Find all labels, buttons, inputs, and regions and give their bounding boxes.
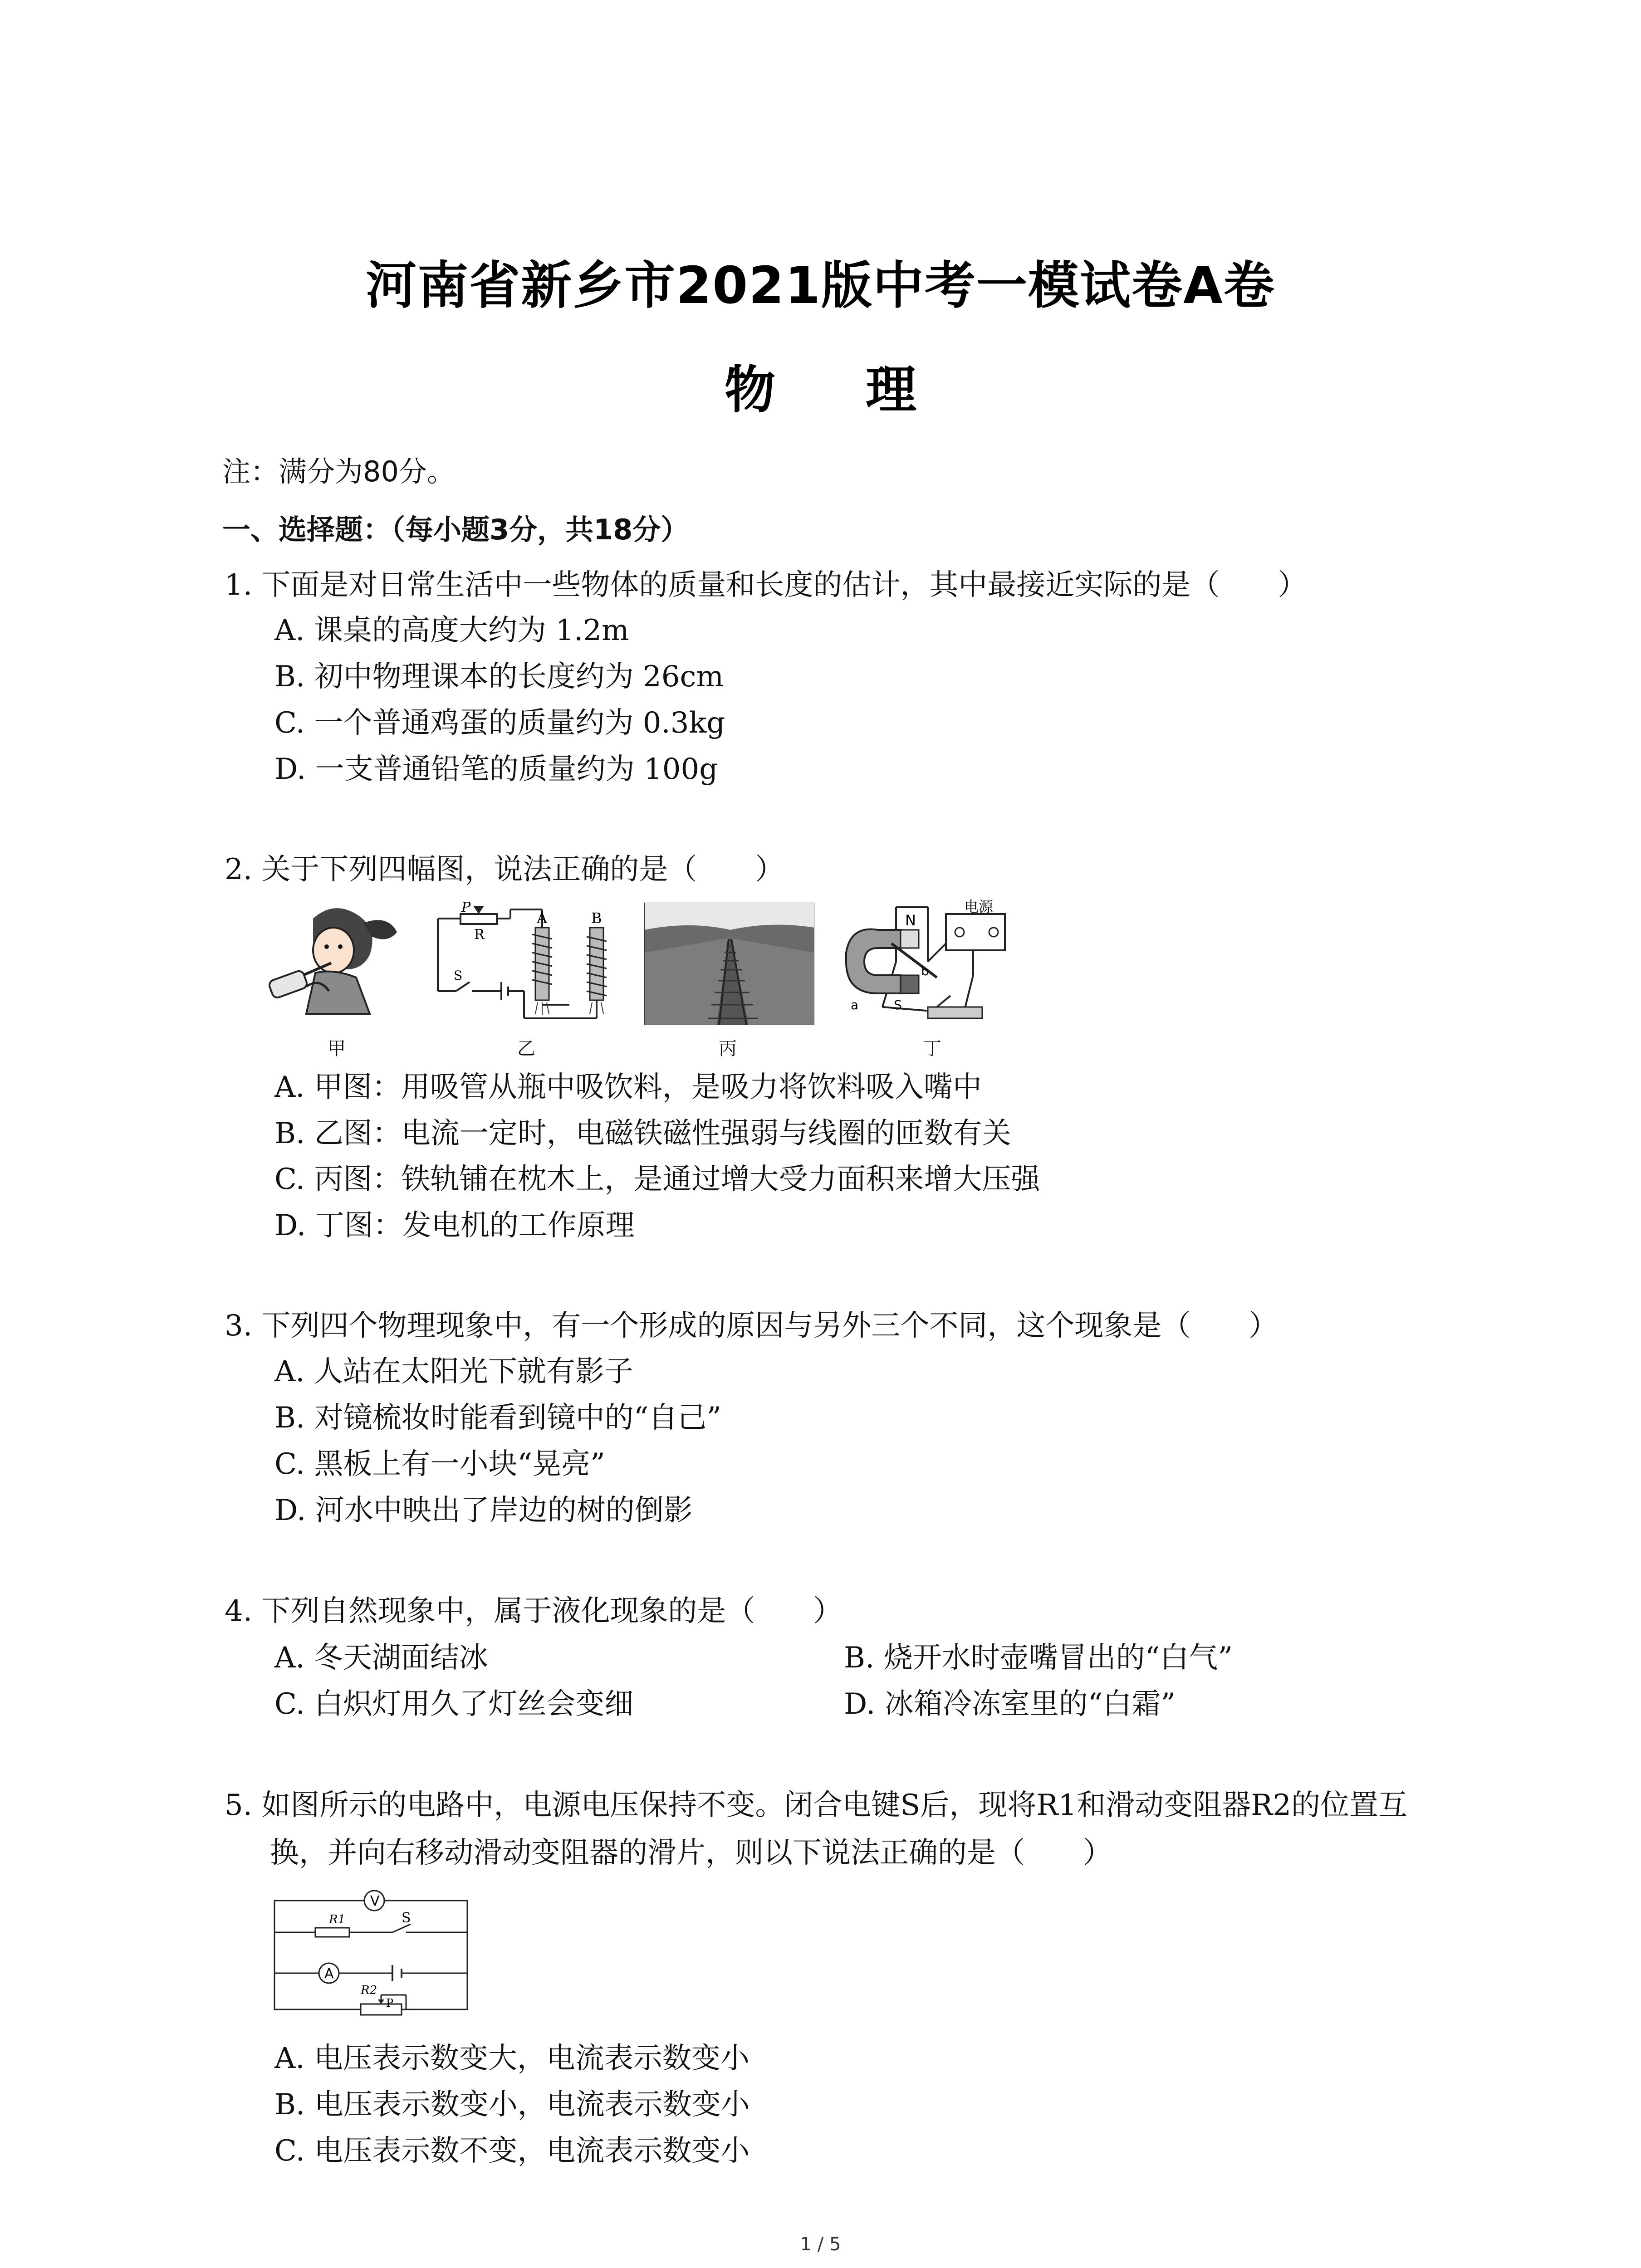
figure-q5-switch-label: S	[402, 1910, 411, 1926]
figure-ding-label-a: a	[851, 997, 859, 1012]
question-5-option-a: A. 电压表示数变大，电流表示数变小	[274, 2042, 749, 2075]
question-3-option-a: A. 人站在太阳光下就有影子	[274, 1355, 633, 1388]
page-number: 1 / 5	[800, 2234, 841, 2255]
section-title: 一、选择题：（每小题3分，共18分）	[222, 513, 689, 546]
question-5-option-c: C. 电压表示数不变，电流表示数变小	[274, 2134, 750, 2168]
question-3-stem: 3. 下列四个物理现象中，有一个形成的原因与另外三个不同，这个现象是（ ）	[225, 1309, 1278, 1343]
question-4-stem: 4. 下列自然现象中，属于液化现象的是（ ）	[225, 1594, 843, 1628]
exam-title: 河南省新乡市2021版中考一模试卷A卷	[366, 256, 1275, 315]
figure-q5-r2-label: R2	[361, 1984, 377, 1997]
question-1-option-a: A. 课桌的高度大约为 1.2m	[274, 614, 629, 647]
figure-label-bing: 丙	[719, 1038, 737, 1059]
figure-yi-label-p: P	[461, 900, 471, 915]
figure-jia-girl-straw	[265, 900, 402, 1027]
figure-label-yi: 乙	[517, 1038, 535, 1059]
subject-title: 物 理	[725, 361, 953, 420]
figure-ding-label-b: b	[921, 963, 929, 978]
question-2-option-d: D. 丁图：发电机的工作原理	[274, 1209, 635, 1242]
question-5-stem-line-2: 换，并向右移动滑动变阻器的滑片，则以下说法正确的是（ ）	[270, 1836, 1112, 1870]
question-5-stem-line-1: 5. 如图所示的电路中，电源电压保持不变。闭合电键S后，现将R1和滑动变阻器R2的位置互	[225, 1789, 1408, 1822]
question-2-stem: 2. 关于下列四幅图，说法正确的是（ ）	[225, 853, 784, 886]
figure-yi-label-b: B	[591, 909, 602, 927]
figure-ding-label-s: S	[894, 997, 902, 1012]
figure-q5-voltmeter-label: V	[370, 1893, 380, 1909]
figure-yi-label-a: A	[537, 909, 548, 927]
question-1-option-d: D. 一支普通铅笔的质量约为 100g	[274, 753, 718, 786]
figure-label-ding: 丁	[923, 1038, 941, 1059]
question-4-option-d: D. 冰箱冷冻室里的“白霜”	[844, 1687, 1176, 1721]
question-1-option-b: B. 初中物理课本的长度约为 26cm	[274, 660, 724, 694]
question-4-option-a: A. 冬天湖面结冰	[274, 1641, 488, 1675]
figure-q5-r1-label: R1	[329, 1913, 346, 1926]
question-2-option-a: A. 甲图：用吸管从瓶中吸饮料，是吸力将饮料吸入嘴中	[274, 1070, 982, 1104]
figure-q5-circuit	[270, 1887, 474, 2019]
question-1-option-c: C. 一个普通鸡蛋的质量约为 0.3kg	[274, 706, 725, 740]
question-2-option-c: C. 丙图：铁轨铺在枕木上，是通过增大受力面积来增大压强	[274, 1163, 1040, 1196]
question-1-stem: 1. 下面是对日常生活中一些物体的质量和长度的估计，其中最接近实际的是（ ）	[225, 568, 1307, 602]
figure-yi-electromagnet-circuit	[433, 900, 624, 1036]
question-3-option-c: C. 黑板上有一小块“晃亮”	[274, 1447, 605, 1481]
question-3-option-d: D. 河水中映出了岸边的树的倒影	[274, 1494, 693, 1527]
question-3-option-b: B. 对镜梳妆时能看到镜中的“自己”	[274, 1401, 722, 1435]
figure-yi-label-r: R	[474, 927, 485, 943]
question-4-option-b: B. 烧开水时壶嘴冒出的“白气”	[844, 1641, 1233, 1675]
figure-ding-generator	[837, 898, 1012, 1034]
figure-label-jia: 甲	[328, 1038, 346, 1059]
figure-bing-railway-photo	[644, 903, 814, 1025]
question-5-option-b: B. 电压表示数变小，电流表示数变小	[274, 2088, 750, 2121]
score-note: 注：满分为80分。	[222, 455, 455, 488]
figure-ding-label-power: 电源	[964, 898, 994, 915]
question-2-option-b: B. 乙图：电流一定时，电磁铁磁性强弱与线圈的匝数有关	[274, 1117, 1011, 1150]
question-4-option-c: C. 白炽灯用久了灯丝会变细	[274, 1687, 634, 1721]
figure-q5-ammeter-label: A	[324, 1966, 334, 1982]
figure-yi-label-s: S	[454, 968, 463, 983]
figure-ding-label-n: N	[905, 912, 916, 929]
figure-q5-slider-label: P	[386, 1997, 394, 2009]
